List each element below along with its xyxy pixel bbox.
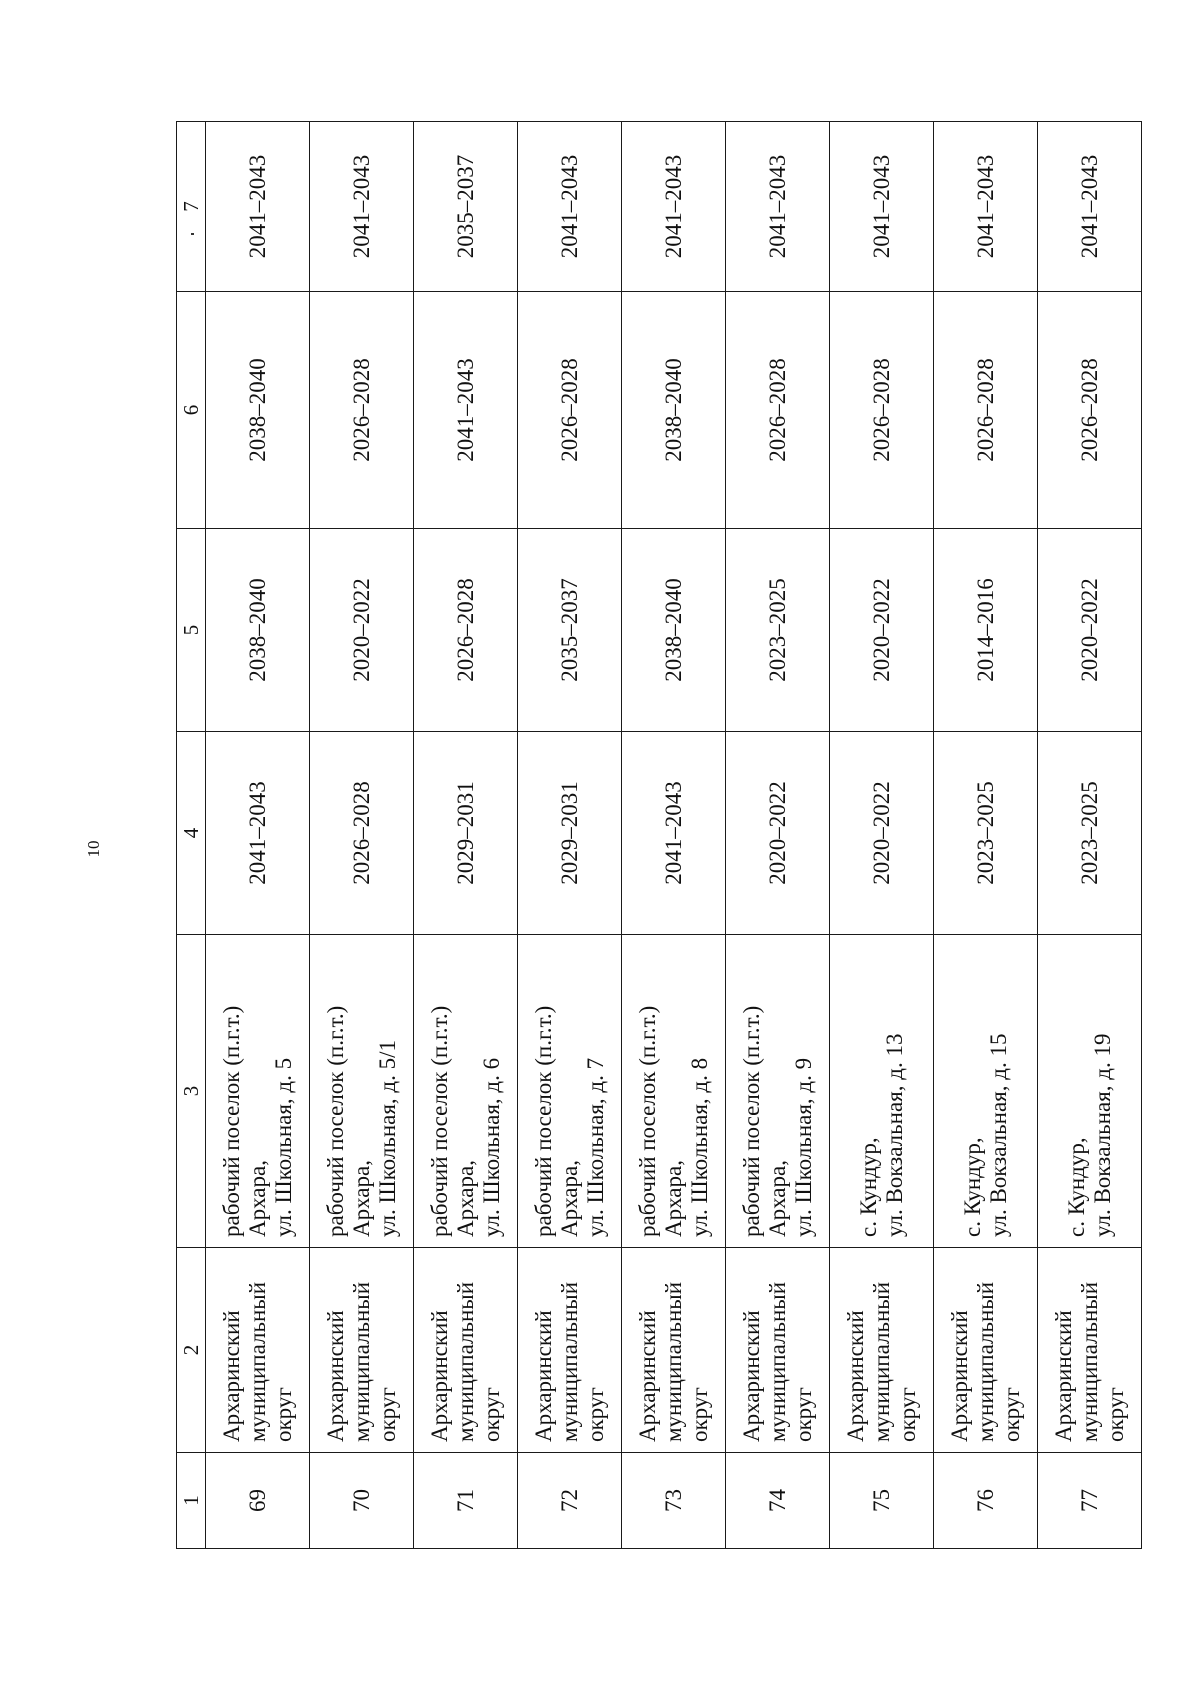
district-cell (726, 1248, 830, 1453)
address-line: с. Кундур, (959, 1137, 985, 1237)
page-number: 10 (84, 840, 103, 858)
period-cell-col4: 2026–2028 (310, 732, 414, 935)
table-row (1038, 122, 1142, 1549)
table-row (934, 122, 1038, 1549)
row-number-cell: 70 (310, 1453, 414, 1549)
address-line: Архара, (764, 1160, 790, 1237)
row-number-cell: 71 (414, 1453, 518, 1549)
district-line: округ (270, 1387, 296, 1442)
period-cell-col5: 2038–2040 (622, 529, 726, 732)
address-cell (1038, 935, 1142, 1248)
period-cell-col4: 2041–2043 (206, 732, 310, 935)
address-line: рабочий поселок (п.г.т.) (530, 1005, 556, 1237)
address-cell (310, 935, 414, 1248)
address-line: Архара, (348, 1160, 374, 1237)
district-line: Архаринский (426, 1310, 452, 1442)
district-line: округ (686, 1387, 712, 1442)
district-line: округ (894, 1387, 920, 1442)
district-line: муниципальный (244, 1281, 270, 1442)
row-number-cell: 72 (518, 1453, 622, 1549)
address-cell (206, 935, 310, 1248)
table-row (726, 122, 830, 1549)
address-line: ул. Школьная, д. 5/1 (374, 1039, 400, 1237)
district-line: муниципальный (868, 1281, 894, 1442)
period-cell-col5: 2035–2037 (518, 529, 622, 732)
period-cell-col6: 2026–2028 (830, 292, 934, 529)
period-cell-col6: 2026–2028 (934, 292, 1038, 529)
district-cell (934, 1248, 1038, 1453)
district-line: округ (478, 1387, 504, 1442)
address-line: ул. Школьная, д. 8 (686, 1057, 712, 1237)
table-row (310, 122, 414, 1549)
table-row (414, 122, 518, 1549)
period-cell-col5: 2026–2028 (414, 529, 518, 732)
district-line: муниципальный (660, 1281, 686, 1442)
address-cell (830, 935, 934, 1248)
period-cell-col5: 2020–2022 (830, 529, 934, 732)
address-line: Архара, (452, 1160, 478, 1237)
district-line: округ (582, 1387, 608, 1442)
period-cell-col7: 2041–2043 (934, 122, 1038, 292)
district-cell (518, 1248, 622, 1453)
district-line: округ (998, 1387, 1024, 1442)
address-line: ул. Вокзальная, д. 19 (1089, 1033, 1115, 1237)
address-line: рабочий поселок (п.г.т.) (634, 1005, 660, 1237)
period-cell-col4: 2023–2025 (1038, 732, 1142, 935)
period-cell-col6: 2026–2028 (1038, 292, 1142, 529)
address-line: Архара, (244, 1160, 270, 1237)
address-cell (934, 935, 1038, 1248)
period-cell-col6: 2026–2028 (518, 292, 622, 529)
address-line: рабочий поселок (п.г.т.) (322, 1005, 348, 1237)
period-cell-col5: 2020–2022 (310, 529, 414, 732)
district-cell (1038, 1248, 1142, 1453)
row-number-cell: 75 (830, 1453, 934, 1549)
period-cell-col6: 2038–2040 (622, 292, 726, 529)
header-col-4: 4 (177, 732, 206, 935)
header-col-6: 6 (177, 292, 206, 529)
header-col-2: 2 (177, 1248, 206, 1453)
address-line: ул. Вокзальная, д. 13 (881, 1033, 907, 1237)
period-cell-col4: 2029–2031 (518, 732, 622, 935)
district-line: округ (790, 1387, 816, 1442)
district-line: Архаринский (946, 1310, 972, 1442)
address-line: рабочий поселок (п.г.т.) (218, 1005, 244, 1237)
row-number-cell: 77 (1038, 1453, 1142, 1549)
district-line: Архаринский (218, 1310, 244, 1442)
district-line: округ (374, 1387, 400, 1442)
district-line: муниципальный (764, 1281, 790, 1442)
district-line: Архаринский (842, 1310, 868, 1442)
header-col-7: 7 (177, 122, 206, 292)
table-row (518, 122, 622, 1549)
district-line: Архаринский (322, 1310, 348, 1442)
period-cell-col7: 2041–2043 (518, 122, 622, 292)
row-number-cell: 73 (622, 1453, 726, 1549)
address-line: ул. Школьная, д. 5 (270, 1057, 296, 1237)
period-cell-col4: 2041–2043 (622, 732, 726, 935)
district-line: Архаринский (738, 1310, 764, 1442)
district-line: муниципальный (972, 1281, 998, 1442)
period-cell-col4: 2020–2022 (830, 732, 934, 935)
address-cell (726, 935, 830, 1248)
address-line: рабочий поселок (п.г.т.) (738, 1005, 764, 1237)
row-number-cell: 74 (726, 1453, 830, 1549)
address-line: ул. Школьная, д. 7 (582, 1057, 608, 1237)
period-cell-col4: 2020–2022 (726, 732, 830, 935)
period-cell-col7: 2041–2043 (1038, 122, 1142, 292)
period-cell-col7: 2041–2043 (206, 122, 310, 292)
district-line: Архаринский (1050, 1310, 1076, 1442)
row-number-cell: 76 (934, 1453, 1038, 1549)
address-line: ул. Вокзальная, д. 15 (985, 1033, 1011, 1237)
period-cell-col6: 2041–2043 (414, 292, 518, 529)
schedule-table (176, 121, 1142, 1549)
district-cell (414, 1248, 518, 1453)
period-cell-col5: 2038–2040 (206, 529, 310, 732)
address-line: Архара, (660, 1160, 686, 1237)
period-cell-col6: 2038–2040 (206, 292, 310, 529)
district-cell (310, 1248, 414, 1453)
period-cell-col7: 2041–2043 (830, 122, 934, 292)
period-cell-col7: 2041–2043 (622, 122, 726, 292)
period-cell-col5: 2014–2016 (934, 529, 1038, 732)
address-line: с. Кундур, (855, 1137, 881, 1237)
row-number-cell: 69 (206, 1453, 310, 1549)
district-line: муниципальный (556, 1281, 582, 1442)
table-header-row (177, 122, 206, 1549)
period-cell-col5: 2020–2022 (1038, 529, 1142, 732)
period-cell-col4: 2023–2025 (934, 732, 1038, 935)
rotated-table-wrapper (176, 122, 1142, 1549)
district-line: муниципальный (348, 1281, 374, 1442)
header-col-3: 3 (177, 935, 206, 1248)
period-cell-col4: 2029–2031 (414, 732, 518, 935)
address-cell (414, 935, 518, 1248)
period-cell-col5: 2023–2025 (726, 529, 830, 732)
period-cell-col7: 2035–2037 (414, 122, 518, 292)
table-row (206, 122, 310, 1549)
address-line: Архара, (556, 1160, 582, 1237)
period-cell-col7: 2041–2043 (310, 122, 414, 292)
period-cell-col7: 2041–2043 (726, 122, 830, 292)
district-cell (622, 1248, 726, 1453)
header-col-1: 1 (177, 1453, 206, 1549)
period-cell-col6: 2026–2028 (310, 292, 414, 529)
district-line: округ (1102, 1387, 1128, 1442)
address-line: с. Кундур, (1063, 1137, 1089, 1237)
address-cell (622, 935, 726, 1248)
district-line: муниципальный (452, 1281, 478, 1442)
address-line: ул. Школьная, д. 6 (478, 1057, 504, 1237)
address-cell (518, 935, 622, 1248)
district-line: Архаринский (530, 1310, 556, 1442)
district-line: Архаринский (634, 1310, 660, 1442)
address-line: рабочий поселок (п.г.т.) (426, 1005, 452, 1237)
table-row (622, 122, 726, 1549)
table-row (830, 122, 934, 1549)
district-cell (206, 1248, 310, 1453)
address-line: ул. Школьная, д. 9 (790, 1057, 816, 1237)
period-cell-col6: 2026–2028 (726, 292, 830, 529)
header-col-5: 5 (177, 529, 206, 732)
district-cell (830, 1248, 934, 1453)
district-line: муниципальный (1076, 1281, 1102, 1442)
table-body (177, 122, 1142, 1549)
